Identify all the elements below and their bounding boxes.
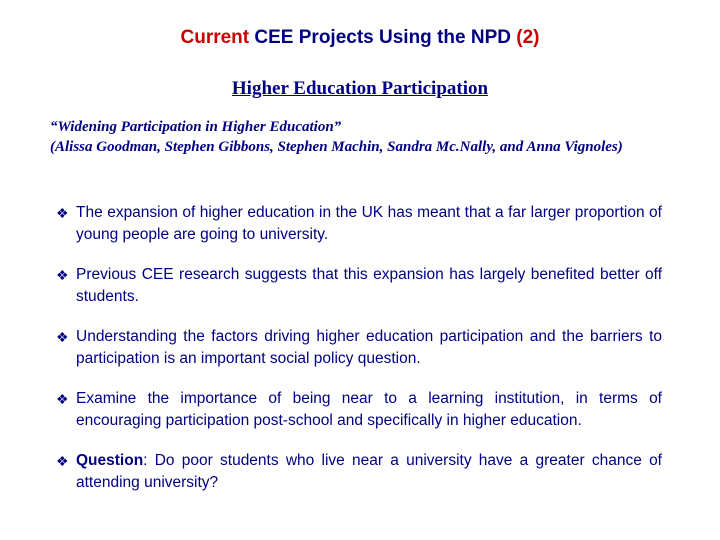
diamond-bullet-icon: ❖ [56, 453, 69, 469]
title-number: (2) [516, 27, 540, 48]
diamond-bullet-icon: ❖ [56, 391, 69, 407]
bullet-item [56, 388, 662, 432]
question-label: Question [76, 452, 144, 469]
bullet-item-question [56, 450, 662, 494]
bullet-text: The expansion of higher education in the UK has meant that a far larger proportion of young people are going to university. [76, 204, 662, 243]
diamond-bullet-icon: ❖ [56, 329, 69, 345]
bullet-list [56, 202, 662, 512]
diamond-bullet-icon: ❖ [56, 205, 69, 221]
bullet-text: Examine the importance of being near to a learning institution, in terms of encouraging participation post-school and specifically in higher education. [76, 390, 662, 429]
paper-authors: (Alissa Goodman, Stephen Gibbons, Stephen Machin, Sandra Mc.Nally, and Anna Vignoles) [50, 139, 623, 155]
bullet-item [56, 202, 662, 246]
title-current: Current [180, 27, 250, 48]
bullet-text: Understanding the factors driving higher education participation and the barriers to participation is an important social policy question. [76, 328, 662, 367]
paper-reference [50, 117, 675, 157]
bullet-text: : Do poor students who live near a university have a greater chance of attending university? [76, 452, 662, 491]
bullet-text: Previous CEE research suggests that this expansion has largely benefited better off students. [76, 266, 662, 305]
diamond-bullet-icon: ❖ [56, 267, 69, 283]
title-main: CEE Projects Using the NPD [249, 27, 517, 48]
paper-title: “Widening Participation in Higher Education” [50, 119, 342, 135]
section-subtitle: Higher Education Participation [231, 78, 489, 99]
slide-title [0, 26, 720, 50]
bullet-item [56, 264, 662, 308]
bullet-item [56, 326, 662, 370]
